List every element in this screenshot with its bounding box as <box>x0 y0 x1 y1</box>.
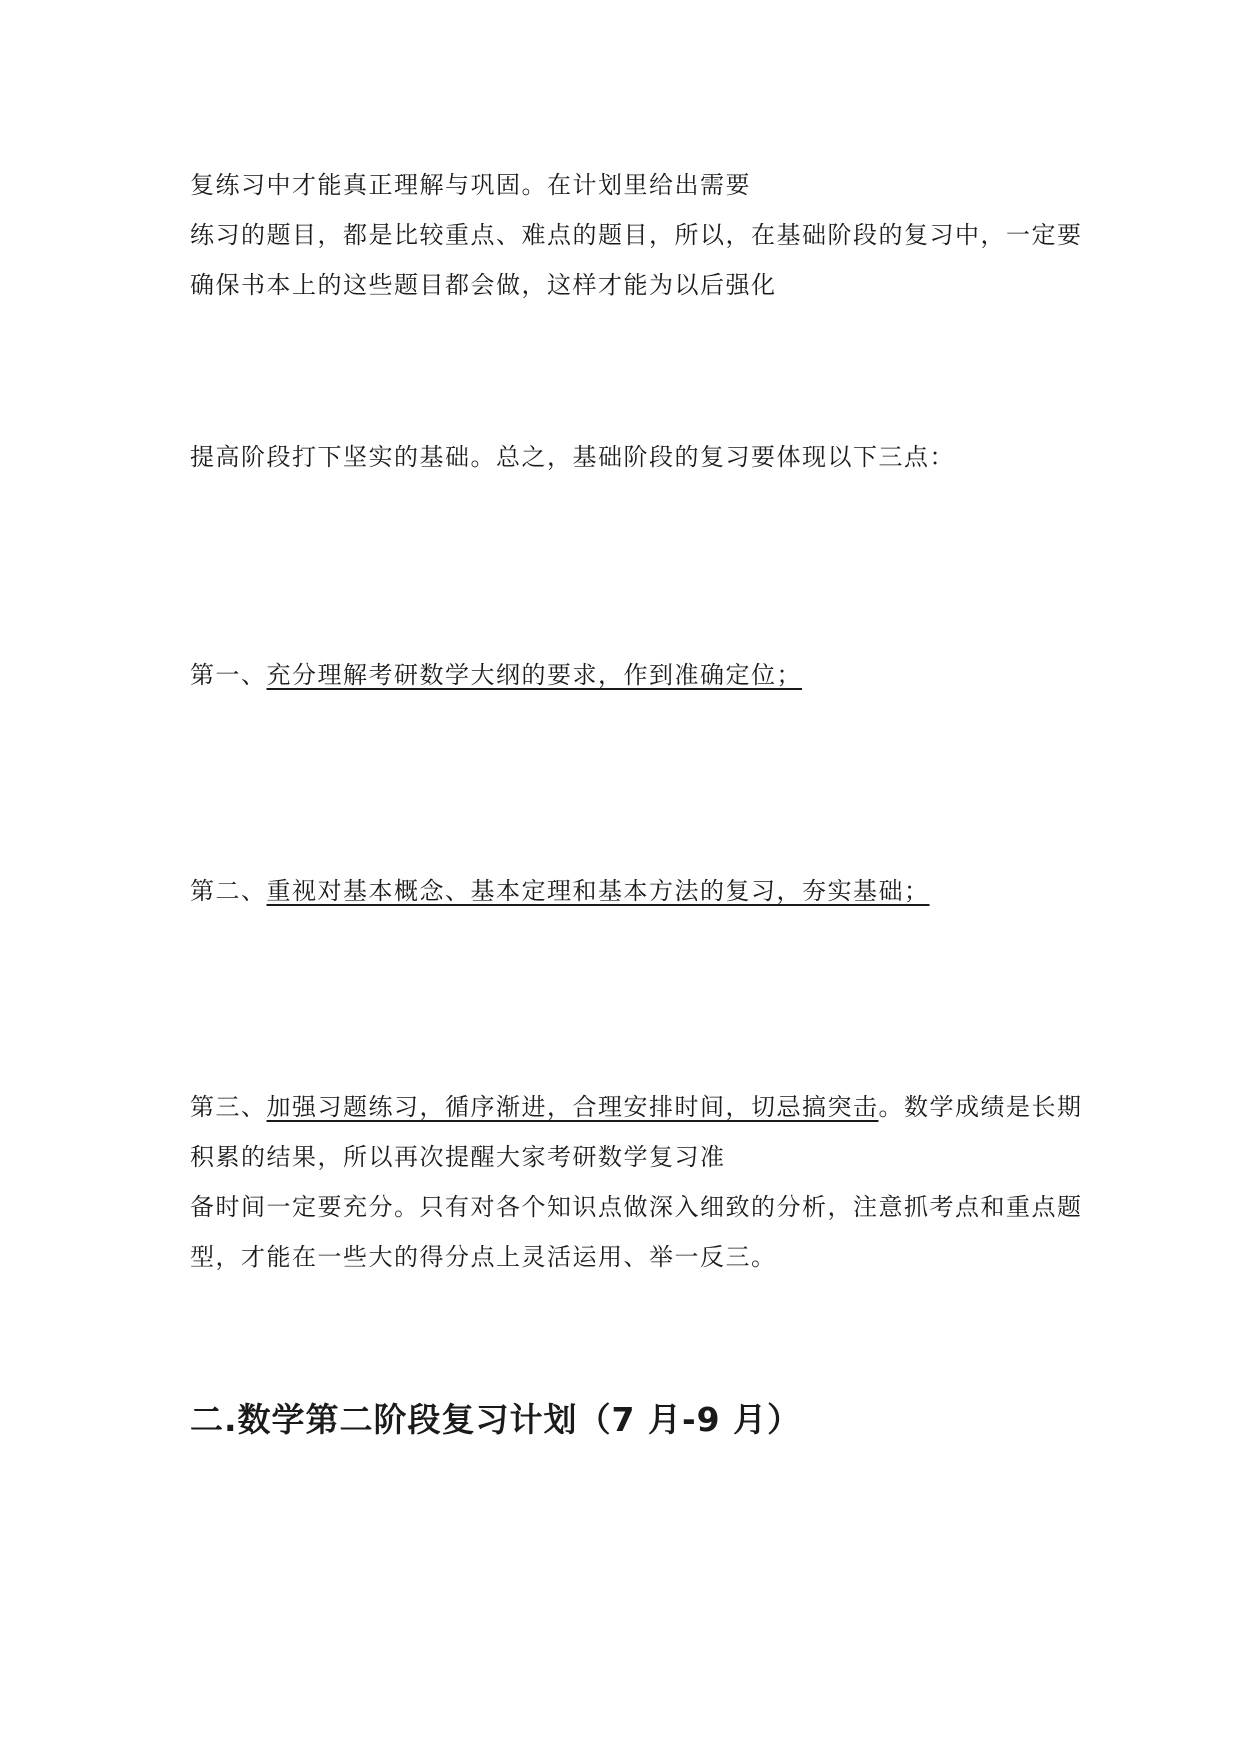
paragraph-1-line-1: 复练习中才能真正理解与巩固。在计划里给出需要 <box>190 171 751 199</box>
paragraph-1-line-3: 确保书本上的这些题目都会做，这样才能为以后强化 <box>190 271 777 299</box>
point-3-line-3: 备时间一定要充分。只有对各个知识点做深入细致的分析，注意抓考点和重点题 <box>190 1193 1083 1221</box>
point-3-underlined-text: 加强习题练习，循序渐进，合理安排时间，切忌搞突击 <box>266 1093 879 1121</box>
point-3-suffix: 。数学成绩是长期 <box>878 1093 1083 1121</box>
point-2-prefix: 第二、 <box>190 877 267 905</box>
point-2-underlined-text: 重视对基本概念、基本定理和基本方法的复习，夯实基础； <box>266 877 930 905</box>
point-3-line-1 <box>190 1092 1083 1122</box>
paragraph-1-line-2: 练习的题目，都是比较重点、难点的题目，所以，在基础阶段的复习中，一定要 <box>190 221 1083 249</box>
point-1-underlined-text: 充分理解考研数学大纲的要求，作到准确定位； <box>266 661 802 689</box>
point-3-line-4: 型，才能在一些大的得分点上灵活运用、举一反三。 <box>190 1243 777 1271</box>
point-3-prefix: 第三、 <box>190 1093 267 1121</box>
point-3-line-2: 积累的结果，所以再次提醒大家考研数学复习准 <box>190 1143 726 1171</box>
point-1 <box>190 660 802 690</box>
point-2 <box>190 876 930 906</box>
paragraph-2-line-1: 提高阶段打下坚实的基础。总之，基础阶段的复习要体现以下三点： <box>190 443 955 471</box>
section-heading: 二.数学第二阶段复习计划（7 月-9 月） <box>190 1400 802 1439</box>
point-1-prefix: 第一、 <box>190 661 267 689</box>
